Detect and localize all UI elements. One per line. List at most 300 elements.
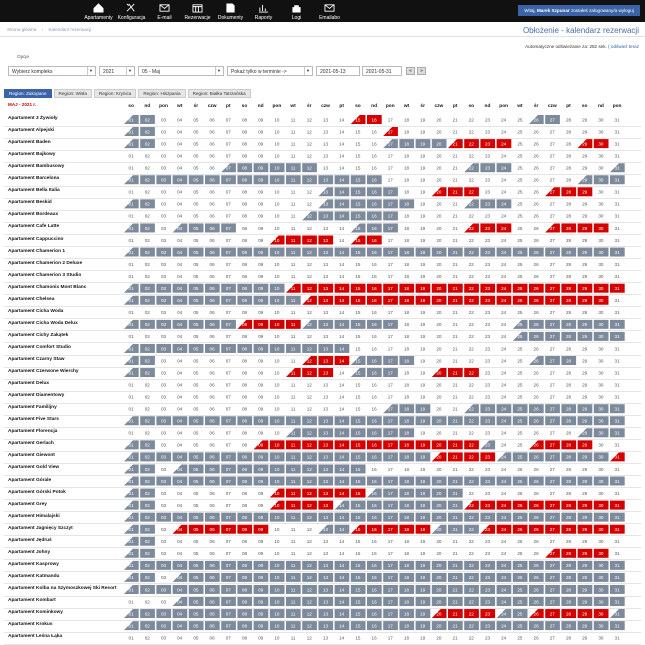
day-cell-number[interactable]: 31 [614, 502, 620, 508]
day-cell-number[interactable]: 01 [128, 117, 134, 123]
day-cell-number[interactable]: 30 [598, 466, 604, 472]
day-cell-number[interactable]: 30 [598, 418, 604, 424]
day-cell-number[interactable]: 06 [209, 418, 215, 424]
day-cell-number[interactable]: 24 [501, 261, 507, 267]
day-cell-number[interactable]: 31 [614, 201, 620, 207]
day-cell-number[interactable]: 06 [209, 249, 215, 255]
day-cell-number[interactable]: 13 [322, 201, 329, 207]
day-cell-number[interactable]: 24 [501, 587, 507, 593]
day-cell-number[interactable]: 07 [225, 141, 231, 147]
apartment-name[interactable]: Apartament Cafe Latte [8, 224, 60, 230]
day-cell-number[interactable]: 28 [565, 514, 572, 520]
day-cell-number[interactable]: 19 [420, 382, 426, 388]
day-cell-number[interactable]: 30 [598, 587, 604, 593]
day-cell-number[interactable]: 07 [225, 599, 231, 605]
day-cell-number[interactable]: 22 [468, 551, 474, 557]
day-cell-number[interactable]: 22 [468, 514, 474, 520]
day-cell-number[interactable]: 06 [209, 611, 215, 617]
day-cell-number[interactable]: 15 [355, 575, 361, 581]
day-cell-number[interactable]: 17 [387, 514, 393, 520]
day-cell-number[interactable]: 27 [549, 129, 555, 135]
next-button[interactable]: » [417, 67, 426, 75]
day-cell-number[interactable]: 06 [209, 261, 215, 267]
day-cell-number[interactable]: 02 [144, 623, 150, 629]
day-cell-number[interactable]: 12 [306, 346, 312, 352]
day-cell-number[interactable]: 20 [436, 514, 442, 520]
day-cell-number[interactable]: 08 [241, 153, 248, 159]
day-cell-number[interactable]: 27 [549, 370, 555, 376]
day-cell-number[interactable]: 11 [290, 563, 296, 569]
day-cell-number[interactable]: 09 [258, 298, 264, 304]
day-cell-number[interactable]: 09 [258, 273, 264, 279]
day-cell-number[interactable]: 12 [306, 575, 312, 581]
day-cell-number[interactable]: 15 [355, 454, 361, 460]
day-cell-number[interactable]: 16 [371, 225, 377, 231]
day-cell-number[interactable]: 17 [387, 261, 393, 267]
day-cell-number[interactable]: 25 [517, 575, 523, 581]
day-cell-number[interactable]: 03 [160, 406, 167, 412]
day-cell-number[interactable]: 30 [598, 153, 604, 159]
day-cell-number[interactable]: 21 [452, 430, 458, 436]
day-cell-number[interactable]: 31 [614, 406, 620, 412]
apartment-name[interactable]: Apartament Giewont [8, 453, 55, 459]
day-cell-number[interactable]: 23 [484, 430, 491, 436]
day-cell-number[interactable]: 04 [177, 225, 183, 231]
day-cell-number[interactable]: 29 [582, 551, 588, 557]
day-cell-number[interactable]: 23 [484, 249, 491, 255]
day-cell-number[interactable]: 05 [193, 587, 199, 593]
apartment-name[interactable]: Apartament Five Stars [8, 417, 59, 423]
day-cell-number[interactable]: 21 [452, 563, 458, 569]
day-cell-number[interactable]: 25 [517, 165, 523, 171]
day-cell-number[interactable]: 20 [436, 370, 442, 376]
day-cell-number[interactable]: 15 [355, 213, 361, 219]
day-cell-number[interactable]: 25 [517, 322, 523, 328]
day-cell-number[interactable]: 27 [549, 165, 555, 171]
day-cell-number[interactable]: 05 [193, 527, 199, 532]
day-cell-number[interactable]: 31 [614, 225, 620, 231]
day-cell-number[interactable]: 24 [501, 153, 507, 159]
day-cell-number[interactable]: 23 [484, 635, 491, 641]
day-cell-number[interactable]: 17 [387, 237, 393, 243]
day-cell-number[interactable]: 20 [436, 249, 442, 255]
day-cell-number[interactable]: 02 [144, 587, 150, 593]
day-cell-number[interactable]: 19 [420, 358, 426, 364]
day-cell-number[interactable]: 01 [128, 382, 134, 388]
day-cell-number[interactable]: 13 [322, 165, 329, 171]
day-cell-number[interactable]: 05 [193, 454, 199, 460]
day-cell-number[interactable]: 13 [322, 322, 329, 328]
day-cell-number[interactable]: 29 [582, 418, 588, 424]
day-cell-number[interactable]: 25 [517, 623, 523, 629]
day-cell-number[interactable]: 24 [501, 599, 507, 605]
day-cell-number[interactable]: 10 [274, 322, 280, 328]
day-cell-number[interactable]: 15 [355, 141, 361, 147]
day-cell-number[interactable]: 24 [501, 418, 507, 424]
day-cell-number[interactable]: 08 [241, 418, 248, 424]
day-cell-number[interactable]: 17 [387, 249, 393, 255]
day-cell-number[interactable]: 29 [582, 346, 588, 352]
day-cell-number[interactable]: 20 [436, 454, 442, 460]
day-cell-number[interactable]: 27 [549, 310, 555, 316]
day-cell-number[interactable]: 14 [339, 418, 345, 424]
day-cell-number[interactable]: 22 [468, 502, 474, 508]
day-cell-number[interactable]: 31 [614, 141, 620, 147]
day-cell-number[interactable]: 26 [533, 514, 539, 520]
day-cell-number[interactable]: 19 [420, 599, 426, 605]
day-cell-number[interactable]: 12 [306, 237, 312, 243]
day-cell-number[interactable]: 06 [209, 575, 215, 581]
day-cell-number[interactable]: 31 [614, 153, 620, 159]
day-cell-number[interactable]: 21 [452, 454, 458, 460]
day-cell-number[interactable]: 31 [614, 563, 620, 569]
day-cell-number[interactable]: 06 [209, 213, 215, 219]
day-cell-number[interactable]: 13 [322, 430, 329, 436]
day-cell-number[interactable]: 31 [614, 370, 620, 376]
day-cell-number[interactable]: 10 [274, 213, 280, 219]
day-cell-number[interactable]: 01 [128, 394, 134, 400]
day-cell-number[interactable]: 25 [517, 527, 523, 532]
day-cell-number[interactable]: 18 [403, 237, 410, 243]
apartment-name[interactable]: Apartament Czerwone Wierchy [8, 369, 79, 375]
day-cell-number[interactable]: 02 [144, 370, 150, 376]
day-cell-number[interactable]: 07 [225, 298, 231, 304]
day-cell-number[interactable]: 08 [241, 334, 248, 340]
day-cell-number[interactable]: 15 [355, 394, 361, 400]
day-cell-number[interactable]: 31 [614, 587, 620, 593]
day-cell-number[interactable]: 15 [355, 527, 361, 532]
day-cell-number[interactable]: 31 [614, 117, 620, 123]
day-cell-number[interactable]: 08 [241, 322, 248, 328]
day-cell-number[interactable]: 30 [598, 177, 604, 183]
day-cell-number[interactable]: 23 [484, 141, 491, 147]
day-cell-number[interactable]: 28 [565, 430, 572, 436]
day-cell-number[interactable]: 10 [274, 490, 280, 496]
day-cell-number[interactable]: 30 [598, 261, 604, 267]
day-cell-number[interactable]: 01 [128, 370, 134, 376]
day-cell-number[interactable]: 04 [177, 418, 183, 424]
day-cell-number[interactable]: 24 [501, 249, 507, 255]
day-cell-number[interactable]: 08 [241, 635, 248, 641]
day-cell-number[interactable]: 20 [436, 237, 442, 243]
day-cell-number[interactable]: 01 [128, 177, 134, 183]
day-cell-number[interactable]: 28 [565, 466, 572, 472]
day-cell-number[interactable]: 31 [614, 478, 620, 484]
day-cell-number[interactable]: 31 [614, 129, 620, 135]
day-cell-number[interactable]: 17 [387, 635, 393, 641]
day-cell-number[interactable]: 09 [258, 358, 264, 364]
day-cell-number[interactable]: 10 [274, 249, 280, 255]
day-cell-number[interactable]: 15 [355, 153, 361, 159]
day-cell-number[interactable]: 17 [387, 466, 393, 472]
day-cell-number[interactable]: 24 [501, 370, 507, 376]
day-cell-number[interactable]: 14 [339, 563, 345, 569]
day-cell-number[interactable]: 22 [468, 442, 474, 448]
day-cell-number[interactable]: 25 [517, 273, 523, 279]
day-cell-number[interactable]: 28 [565, 418, 572, 424]
day-cell-number[interactable]: 02 [144, 334, 150, 340]
day-cell-number[interactable]: 16 [371, 346, 377, 352]
day-cell-number[interactable]: 23 [484, 490, 491, 496]
day-cell-number[interactable]: 19 [420, 406, 426, 412]
day-cell-number[interactable]: 19 [420, 575, 426, 581]
apartment-name[interactable]: Apartament Jędruś [8, 537, 52, 543]
day-cell-number[interactable]: 29 [582, 442, 588, 448]
day-cell-number[interactable]: 04 [177, 273, 183, 279]
day-cell-number[interactable]: 08 [241, 527, 248, 532]
day-cell-number[interactable]: 23 [484, 527, 491, 532]
day-cell-number[interactable]: 04 [177, 454, 183, 460]
day-cell-number[interactable]: 28 [565, 165, 572, 171]
day-cell-number[interactable]: 12 [306, 358, 312, 364]
day-cell-number[interactable]: 01 [128, 237, 134, 243]
day-cell-number[interactable]: 30 [598, 551, 604, 557]
day-cell-number[interactable]: 22 [468, 370, 474, 376]
day-cell-number[interactable]: 09 [258, 213, 264, 219]
day-cell-number[interactable]: 22 [468, 237, 474, 243]
day-cell-number[interactable]: 19 [420, 418, 426, 424]
day-cell-number[interactable]: 04 [177, 346, 183, 352]
day-cell-number[interactable]: 16 [371, 334, 377, 340]
day-cell-number[interactable]: 03 [160, 623, 167, 629]
day-cell-number[interactable]: 01 [128, 225, 134, 231]
day-cell-number[interactable]: 18 [403, 527, 410, 532]
day-cell-number[interactable]: 15 [355, 418, 361, 424]
day-cell-number[interactable]: 09 [258, 490, 264, 496]
day-cell-number[interactable]: 25 [517, 539, 523, 545]
day-cell-number[interactable]: 17 [387, 322, 393, 328]
day-cell-number[interactable]: 16 [371, 394, 377, 400]
day-cell-number[interactable]: 18 [403, 599, 410, 605]
day-cell-number[interactable]: 18 [403, 394, 410, 400]
day-cell-number[interactable]: 09 [258, 334, 264, 340]
day-cell-number[interactable]: 31 [614, 575, 620, 581]
day-cell-number[interactable]: 19 [420, 213, 426, 219]
day-cell-number[interactable]: 08 [241, 346, 248, 352]
day-cell-number[interactable]: 17 [387, 527, 393, 532]
day-cell-number[interactable]: 05 [193, 490, 199, 496]
day-cell-number[interactable]: 04 [177, 334, 183, 340]
day-cell-number[interactable]: 11 [290, 177, 296, 183]
day-cell-number[interactable]: 23 [484, 418, 491, 424]
day-cell-number[interactable]: 23 [484, 310, 491, 316]
day-cell-number[interactable]: 26 [533, 635, 539, 641]
day-cell-number[interactable]: 10 [274, 237, 280, 243]
day-cell-number[interactable]: 23 [484, 539, 491, 545]
day-cell-number[interactable]: 05 [193, 141, 199, 147]
day-cell-number[interactable]: 14 [339, 406, 345, 412]
day-cell-number[interactable]: 27 [549, 563, 555, 569]
day-cell-number[interactable]: 24 [501, 189, 507, 195]
day-cell-number[interactable]: 08 [241, 201, 248, 207]
day-cell-number[interactable]: 05 [193, 225, 199, 231]
day-cell-number[interactable]: 02 [144, 165, 150, 171]
day-cell-number[interactable]: 21 [452, 478, 458, 484]
day-cell-number[interactable]: 14 [339, 478, 345, 484]
day-cell-number[interactable]: 05 [193, 563, 199, 569]
tab-region-3[interactable]: Region: Krynica [94, 89, 136, 98]
day-cell-number[interactable]: 17 [387, 213, 393, 219]
day-cell-number[interactable]: 29 [582, 382, 588, 388]
day-cell-number[interactable]: 17 [387, 129, 393, 135]
day-cell-number[interactable]: 12 [306, 298, 312, 304]
day-cell-number[interactable]: 07 [225, 201, 231, 207]
day-cell-number[interactable]: 02 [144, 141, 150, 147]
day-cell-number[interactable]: 17 [387, 418, 393, 424]
day-cell-number[interactable]: 03 [160, 599, 167, 605]
day-cell-number[interactable]: 31 [614, 334, 620, 340]
day-cell-number[interactable]: 15 [355, 129, 361, 135]
day-cell-number[interactable]: 12 [306, 322, 312, 328]
day-cell-number[interactable]: 09 [258, 117, 264, 123]
day-cell-number[interactable]: 29 [582, 490, 588, 496]
day-cell-number[interactable]: 13 [322, 189, 329, 195]
day-cell-number[interactable]: 22 [468, 249, 474, 255]
day-cell-number[interactable]: 02 [144, 273, 150, 279]
day-cell-number[interactable]: 02 [144, 201, 150, 207]
day-cell-number[interactable]: 22 [468, 346, 474, 352]
day-cell-number[interactable]: 12 [306, 454, 312, 460]
day-cell-number[interactable]: 31 [614, 599, 620, 605]
day-cell-number[interactable]: 30 [598, 430, 604, 436]
day-cell-number[interactable]: 31 [614, 454, 620, 460]
day-cell-number[interactable]: 11 [290, 490, 296, 496]
apartment-name[interactable]: Apartament Krokus [8, 622, 53, 628]
day-cell-number[interactable]: 31 [614, 165, 620, 171]
day-cell-number[interactable]: 18 [403, 490, 410, 496]
day-cell-number[interactable]: 22 [468, 563, 474, 569]
day-cell-number[interactable]: 06 [209, 153, 215, 159]
day-cell-number[interactable]: 03 [160, 466, 167, 472]
day-cell-number[interactable]: 21 [452, 382, 458, 388]
day-cell-number[interactable]: 28 [565, 587, 572, 593]
day-cell-number[interactable]: 03 [160, 430, 167, 436]
day-cell-number[interactable]: 18 [403, 141, 410, 147]
day-cell-number[interactable]: 18 [403, 225, 410, 231]
day-cell-number[interactable]: 12 [306, 418, 312, 424]
day-cell-number[interactable]: 03 [160, 213, 167, 219]
day-cell-number[interactable]: 11 [290, 201, 296, 207]
day-cell-number[interactable]: 07 [225, 237, 231, 243]
day-cell-number[interactable]: 04 [177, 322, 183, 328]
day-cell-number[interactable]: 02 [144, 346, 150, 352]
day-cell-number[interactable]: 21 [452, 370, 458, 376]
day-cell-number[interactable]: 21 [452, 225, 458, 231]
day-cell-number[interactable]: 09 [258, 611, 264, 617]
day-cell-number[interactable]: 23 [484, 213, 491, 219]
day-cell-number[interactable]: 01 [128, 502, 134, 508]
day-cell-number[interactable]: 06 [209, 225, 215, 231]
day-cell-number[interactable]: 29 [582, 189, 588, 195]
apartment-name[interactable]: Apartament Chamerion 2 Deluxe [8, 260, 83, 266]
day-cell-number[interactable]: 18 [403, 358, 410, 364]
day-cell-number[interactable]: 14 [339, 201, 345, 207]
day-cell-number[interactable]: 17 [387, 273, 393, 279]
day-cell-number[interactable]: 28 [565, 575, 572, 581]
day-cell-number[interactable]: 06 [209, 298, 215, 304]
day-cell-number[interactable]: 14 [339, 527, 345, 532]
day-cell-number[interactable]: 29 [582, 129, 588, 135]
day-cell-number[interactable]: 27 [549, 286, 555, 291]
day-cell-number[interactable]: 05 [193, 346, 199, 352]
day-cell-number[interactable]: 22 [468, 334, 474, 340]
day-cell-number[interactable]: 12 [306, 611, 312, 617]
day-cell-number[interactable]: 28 [565, 322, 572, 328]
day-cell-number[interactable]: 14 [339, 611, 345, 617]
day-cell-number[interactable]: 16 [371, 358, 377, 364]
day-cell-number[interactable]: 03 [160, 539, 167, 545]
day-cell-number[interactable]: 18 [403, 261, 410, 267]
day-cell-number[interactable]: 16 [371, 502, 377, 508]
day-cell-number[interactable]: 03 [160, 587, 167, 593]
day-cell-number[interactable]: 10 [274, 575, 280, 581]
day-cell-number[interactable]: 20 [436, 273, 442, 279]
apartment-name[interactable]: Apartament Florencja [8, 429, 58, 435]
day-cell-number[interactable]: 05 [193, 539, 199, 545]
day-cell-number[interactable]: 02 [144, 430, 150, 436]
day-cell-number[interactable]: 28 [565, 502, 572, 508]
day-cell-number[interactable]: 09 [258, 418, 264, 424]
day-cell-number[interactable]: 30 [598, 394, 604, 400]
day-cell-number[interactable]: 31 [614, 237, 620, 243]
day-cell-number[interactable]: 16 [371, 310, 377, 316]
day-cell-number[interactable]: 05 [193, 129, 199, 135]
day-cell-number[interactable]: 15 [355, 539, 361, 545]
day-cell-number[interactable]: 19 [420, 430, 426, 436]
day-cell-number[interactable]: 06 [209, 635, 215, 641]
day-cell-number[interactable]: 09 [258, 201, 264, 207]
day-cell-number[interactable]: 05 [193, 442, 199, 448]
day-cell-number[interactable]: 19 [420, 177, 426, 183]
day-cell-number[interactable]: 30 [598, 286, 604, 291]
day-cell-number[interactable]: 04 [177, 177, 183, 183]
day-cell-number[interactable]: 11 [290, 623, 296, 629]
day-cell-number[interactable]: 07 [225, 129, 231, 135]
day-cell-number[interactable]: 16 [371, 129, 377, 135]
day-cell-number[interactable]: 23 [484, 358, 491, 364]
day-cell-number[interactable]: 06 [209, 358, 215, 364]
day-cell-number[interactable]: 22 [468, 177, 474, 183]
day-cell-number[interactable]: 23 [484, 346, 491, 352]
day-cell-number[interactable]: 20 [436, 346, 442, 352]
day-cell-number[interactable]: 31 [614, 527, 620, 532]
day-cell-number[interactable]: 29 [582, 623, 588, 629]
day-cell-number[interactable]: 21 [452, 490, 458, 496]
day-cell-number[interactable]: 06 [209, 286, 215, 291]
day-cell-number[interactable]: 28 [565, 406, 572, 412]
day-cell-number[interactable]: 09 [258, 394, 264, 400]
day-cell-number[interactable]: 04 [177, 358, 183, 364]
apartment-name[interactable]: Apartament Gerlach [8, 441, 54, 447]
day-cell-number[interactable]: 08 [241, 370, 248, 376]
day-cell-number[interactable]: 09 [258, 189, 264, 195]
day-cell-number[interactable]: 05 [193, 322, 199, 328]
day-cell-number[interactable]: 19 [420, 539, 426, 545]
day-cell-number[interactable]: 23 [484, 575, 491, 581]
day-cell-number[interactable]: 16 [371, 611, 377, 617]
apartment-name[interactable]: Apartament Górski Potok [8, 489, 66, 495]
day-cell-number[interactable]: 12 [306, 514, 312, 520]
day-cell-number[interactable]: 25 [517, 382, 523, 388]
day-cell-number[interactable]: 05 [193, 298, 199, 304]
day-cell-number[interactable]: 13 [322, 418, 329, 424]
day-cell-number[interactable]: 26 [533, 298, 539, 304]
day-cell-number[interactable]: 01 [128, 611, 134, 617]
day-cell-number[interactable]: 05 [193, 117, 199, 123]
day-cell-number[interactable]: 06 [209, 334, 215, 340]
day-cell-number[interactable]: 23 [484, 442, 491, 448]
day-cell-number[interactable]: 09 [258, 478, 264, 484]
